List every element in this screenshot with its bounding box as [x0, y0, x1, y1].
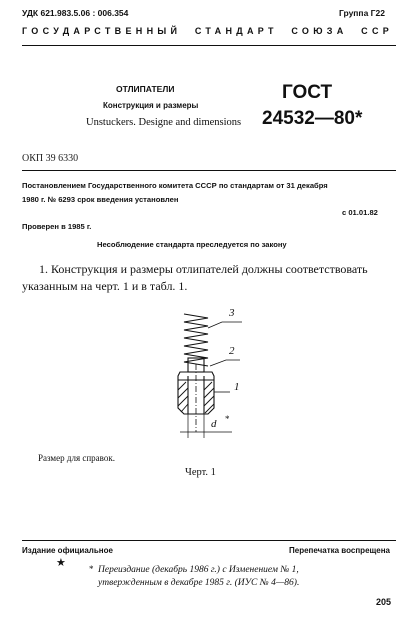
reissue-note-line-1: Переиздание (декабрь 1986 г.) с Изменением № 1, — [98, 565, 299, 575]
figure-caption: Черт. 1 — [185, 467, 216, 478]
footer-divider — [22, 540, 396, 541]
figure-label-1: 1 — [234, 381, 240, 393]
gost-label: ГОСТ — [282, 82, 333, 103]
group-code: Группа Г22 — [339, 8, 385, 18]
law-notice: Несоблюдение стандарта преследуется по закону — [97, 240, 287, 249]
effective-date: с 01.01.82 — [342, 208, 378, 217]
official-edition: Издание официальное — [22, 546, 113, 555]
header-divider — [22, 45, 396, 46]
english-title: Unstuckers. Designe and dimensions — [86, 117, 242, 128]
okp-code: ОКП 39 6330 — [22, 153, 79, 164]
reissue-note-mark: * — [89, 564, 94, 574]
checked-year: Проверен в 1985 г. — [22, 222, 92, 231]
udk-code: УДК 621.983.5.06 : 006.354 — [22, 8, 129, 18]
figure-drawing — [150, 300, 260, 450]
gost-number: 24532—80* — [262, 108, 363, 129]
resolution-line-2: 1980 г. № 6293 срок введения установлен — [22, 195, 179, 204]
figure-asterisk: * — [225, 414, 230, 424]
paragraph-line-2: указанным на черт. 1 и в табл. 1. — [22, 279, 188, 293]
resolution-line-1: Постановлением Государственного комитета СССР по стандартам от 31 декабря — [22, 181, 328, 190]
document-subtitle: Конструкция и размеры — [103, 101, 199, 110]
reprint-prohibited: Перепечатка воспрещена — [289, 546, 390, 555]
figure-label-2: 2 — [229, 345, 235, 357]
figure-label-d: d — [211, 418, 217, 430]
document-title: ОТЛИПАТЕЛИ — [116, 84, 175, 94]
okp-divider — [22, 170, 396, 171]
page-number: 205 — [376, 597, 392, 607]
size-note: Размер для справок. — [38, 453, 115, 463]
state-standard-heading: ГОСУДАРСТВЕННЫЙ СТАНДАРТ СОЮЗА ССР — [22, 26, 394, 36]
figure-label-3: 3 — [229, 307, 235, 319]
reissue-note-line-2: утвержденным в декабре 1985 г. (ИУС № 4—86). — [98, 578, 300, 588]
paragraph-line-1: 1. Конструкция и размеры отлипателей должны соответствовать — [39, 262, 368, 276]
star-icon: ★ — [56, 557, 66, 569]
